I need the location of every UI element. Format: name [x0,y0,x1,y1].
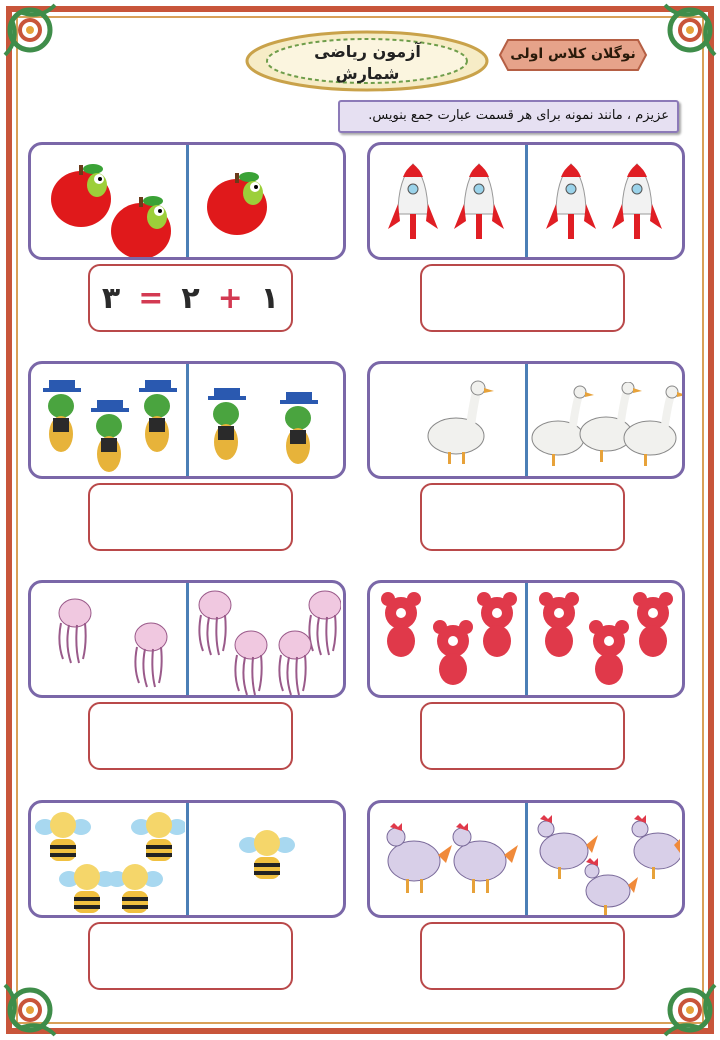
example-equation [90,266,291,330]
corner-ornament-icon [650,0,720,70]
card-half-left [370,364,525,476]
card-half-left [31,364,186,476]
card-half-right [528,364,682,476]
exercise-card-jellyfish [28,580,346,698]
card-half-left [370,583,525,695]
rocket-icon [546,159,676,254]
card-half-right [528,583,682,695]
corner-ornament-icon [0,0,70,70]
example-result: ۳ [101,280,121,316]
answer-box-example [88,264,293,332]
grade-label: نوگلان کلاس اولی [510,46,636,62]
exercise-card-rockets [367,142,685,260]
card-half-left [31,145,186,257]
card-half-right [528,145,682,257]
card-half-left [31,583,186,695]
example-b: ۲ [181,280,200,316]
corner-ornament-icon [0,970,70,1040]
equals-sign: = [138,280,164,316]
title-plaque [245,30,490,92]
exercise-card-bees [28,800,346,918]
card-half-right [528,803,682,915]
apple-icon [197,155,277,245]
card-half-left [31,803,186,915]
example-a: ۱ [260,280,280,316]
exercise-card-hens [367,800,685,918]
answer-box[interactable] [88,483,293,551]
exercise-card-geese [367,361,685,479]
page-subtitle: شمارش [335,64,400,83]
teddy-bear-icon [532,589,682,695]
answer-box[interactable] [88,922,293,990]
card-half-right [189,803,343,915]
plus-sign: + [217,280,243,316]
answer-box[interactable] [420,483,625,551]
cricket-character-icon [39,374,184,474]
teddy-bear-icon [374,589,524,695]
apple-icon [41,151,181,259]
goose-icon [418,378,498,470]
answer-box[interactable] [88,702,293,770]
instruction-box: عزیزم ، مانند نمونه برای هر قسمت عبارت جمع بنویس. [338,100,679,133]
card-half-right [189,145,343,257]
bee-icon [239,823,299,903]
card-half-right [189,583,343,695]
grade-label-banner [498,38,648,72]
answer-box[interactable] [420,264,625,332]
cricket-character-icon [204,382,344,474]
card-half-right [189,364,343,476]
rocket-icon [388,159,518,254]
exercise-card-crickets [28,361,346,479]
answer-box[interactable] [420,702,625,770]
exercise-card-teddy-bears [367,580,685,698]
goose-icon [528,382,682,474]
hen-icon [530,805,680,917]
jellyfish-icon [191,585,341,697]
jellyfish-icon [51,593,181,688]
corner-ornament-icon [650,970,720,1040]
page-title: آزمون ریاضی [314,42,421,61]
exercise-card-apples [28,142,346,260]
hen-icon [380,815,520,911]
bee-icon [35,805,185,917]
card-half-left [370,803,525,915]
card-half-left [370,145,525,257]
answer-box[interactable] [420,922,625,990]
